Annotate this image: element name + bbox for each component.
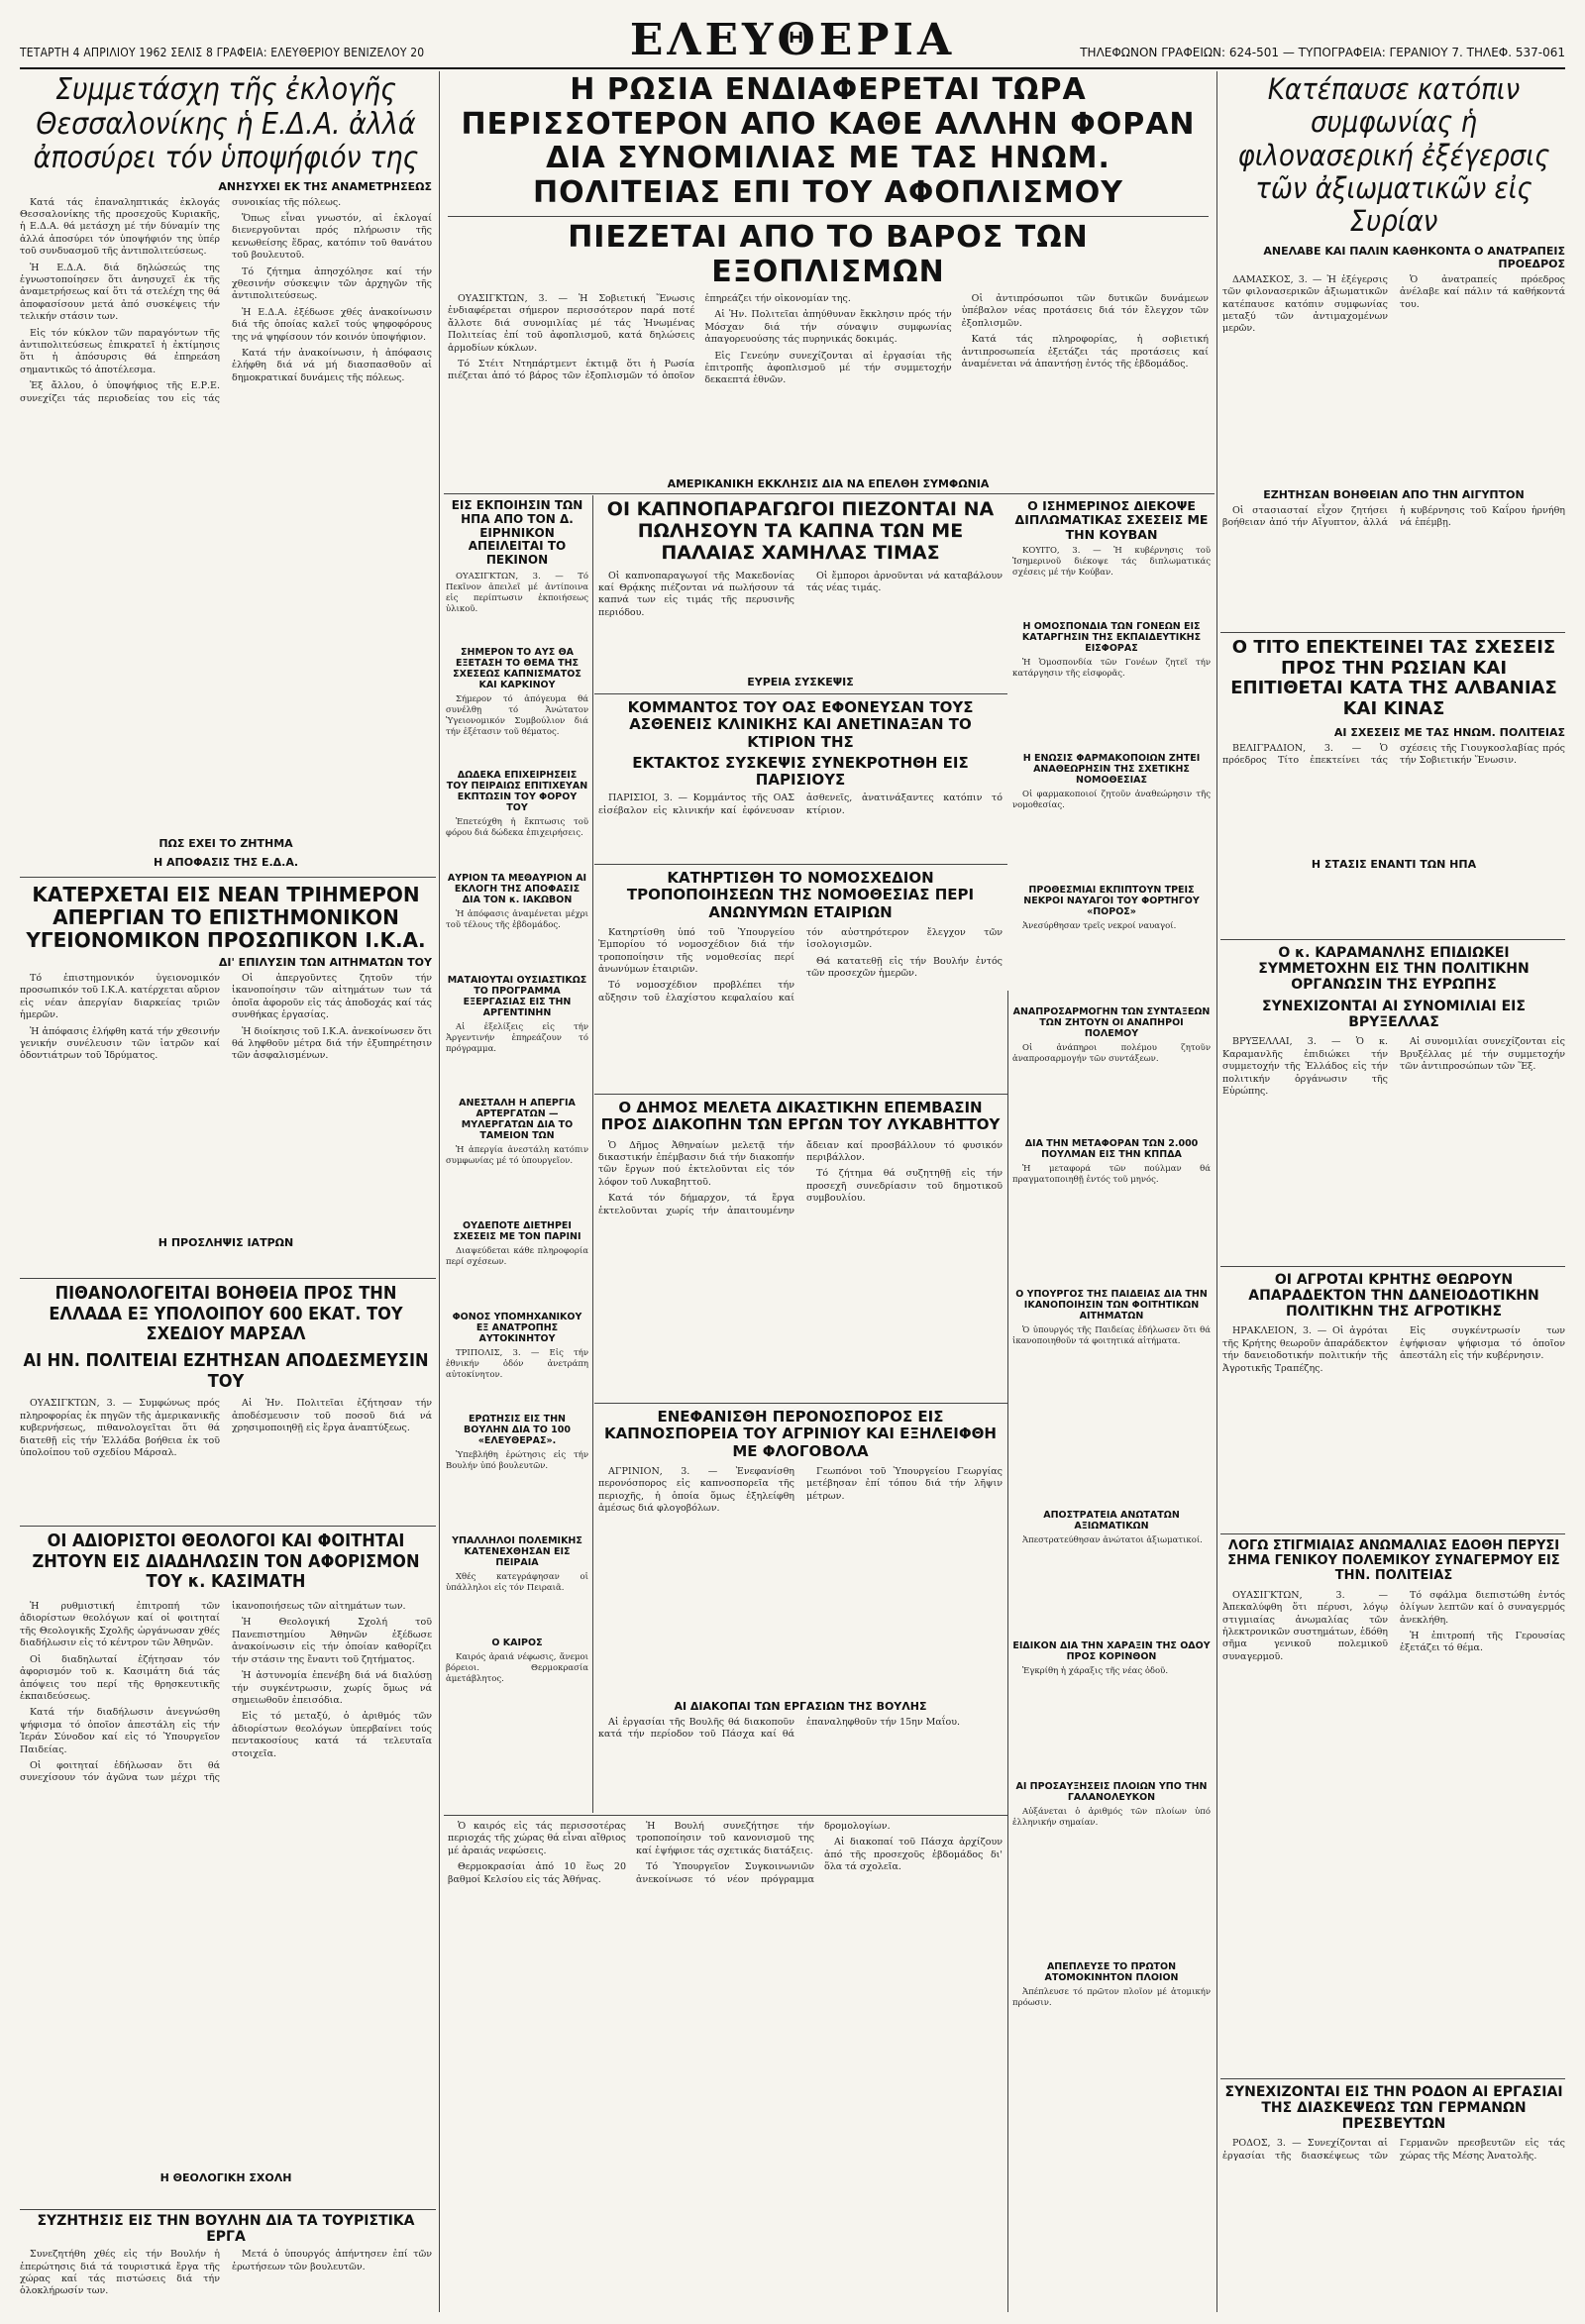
article-divider <box>1220 939 1565 940</box>
article-text: Ἡ ἀπεργία ἀνεστάλη κατόπιν συμφωνίας μέ τό ὑπουργεῖον. <box>446 1144 588 1166</box>
article-text: Κατά τάς ἐπαναληπτικάς ἐκλογάς Θεσσαλονίκης τῆς προσεχοῦς Κυριακῆς, ἡ Ε.Δ.Α. θά μετάσχη μέ τήν δύναμίν της ἀλλά ἀποσύρει τόν ὑποψήφιόν της ὑπέρ τοῦ συνδυασμοῦ τῆς ἀντιπολιτεύσεως. Ἡ Ε.Δ.Α. διά δηλώσεώς της ἐγνωστοποίησεν ὅτι ἀνησυχεῖ ἐκ τῆς ἀναμετρήσεως καί ὅτι τά στελέχη της θά ἀποφασίσουν μετά ἀπό συσκέψεις τήν τελικήν στάσιν των. Εἰς τόν κύκλον τῶν παραγόντων τῆς ἀντιπολιτεύσεως ἐπικρατεῖ ἡ ἐκτίμησις ὅτι ἡ ἀπόσυρσις θά ἐπηρεάση σημαντικῶς τό ἀποτέλεσμα. Ἐξ ἄλλου, ὁ ὑποψήφιος τῆς Ε.Ρ.Ε. συνεχίζει τάς περιοδείας του εἰς τάς συνοικίας τῆς πόλεως. Ὅπως εἶναι γνωστόν, αἱ ἐκλογαί διενεργοῦνται πρός πλήρωσιν τῆς κενωθείσης ἕδρας, κατόπιν τοῦ θανάτου τοῦ βουλευτοῦ. Τό ζήτημα ἀπησχόλησε καί τήν χθεσινήν σύσκεψιν τῶν ἀρχηγῶν τῆς ἀντιπολιτεύσεως. Ἡ Ε.Δ.Α. ἐξέδωσε χθές ἀνακοίνωσιν διά τῆς ὁποίας καλεῖ τούς ψηφοφόρους της νά ψηφίσουν τόν κοινόν ὑποψήφιον. Κατά τήν ἀνακοίνωσιν, ἡ ἀπόφασις ἐλήφθη διά νά μή διασπασθοῦν αἱ δημοκρατικαί δυνάμεις τῆς πόλεως. <box>20 196 432 404</box>
article-text: Ὁ Δῆμος Ἀθηναίων μελετᾷ τήν δικαστικήν ἐπέμβασιν διά τήν διακοπήν τῶν ἔργων πού ἐκτελοῦνται εἰς τόν λόφον τοῦ Λυκαβηττοῦ. Κατά τόν δήμαρχον, τά ἔργα ἐκτελοῦνται χωρίς τήν ἀπαιτουμένην ἄδειαν καί προσβάλλουν τό φυσικόν περιβάλλον. Τό ζήτημα θά συζητηθῇ εἰς τήν προσεχῆ συνεδρίασιν τοῦ δημοτικοῦ συμβουλίου. <box>598 1139 1003 1216</box>
article-clinic <box>598 699 1003 858</box>
article-text: Ἀνεσύρθησαν τρεῖς νεκροί ναυαγοί. <box>1022 921 1177 932</box>
headline-lycabettus: Ο ΔΗΜΟΣ ΜΕΛΕΤΑ ΔΙΚΑΣΤΙΚΗΝ ΕΠΕΜΒΑΣΙΝ ΠΡΟΣ ΔΙΑΚΟΠΗΝ ΤΩΝ ΕΡΓΩΝ ΤΟΥ ΛΥΚΑΒΗΤΤΟΥ <box>600 1100 1001 1134</box>
article-marshall <box>20 1284 432 1522</box>
headline-anomaly: ΛΟΓΩ ΣΤΙΓΜΙΑΙΑΣ ΑΝΩΜΑΛΙΑΣ ΕΔΟΘΗ ΠΕΡΥΣΙ ΣΗΜΑ ΓΕΝΙΚΟΥ ΠΟΛΕΜΙΚΟΥ ΣΥΝΑΓΕΡΜΟΥ ΕΙΣ ΤΗΝ. ΠΟΛΙΤΕΙΑΣ <box>1227 1539 1560 1583</box>
article-text: Ἡ ρυθμιστική ἐπιτροπή τῶν ἀδιορίστων θεολόγων καί οἱ φοιτηταί τῆς Θεολογικῆς Σχολῆς ὠργάνωσαν χθές διαδήλωσιν εἰς τό κέντρον τῶν Ἀθηνῶν. Οἱ διαδηλωταί ἐζήτησαν τόν ἀφορισμόν τοῦ κ. Κασιμάτη διά τάς ἀπόψεις του περί τῆς θρησκευτικῆς ἐκπαιδεύσεως. Κατά τήν διαδήλωσιν ἀνεγνώσθη ψήφισμα τό ὁποῖον ἀπεστάλη εἰς τήν Ἱεράν Σύνοδον καί εἰς τό Ὑπουργεῖον Παιδείας. Οἱ φοιτηταί ἐδήλωσαν ὅτι θά συνεχίσουν τόν ἀγῶνα των μέχρι τῆς ἱκανοποιήσεως τῶν αἰτημάτων των. Ἡ Θεολογική Σχολή τοῦ Πανεπιστημίου Ἀθηνῶν ἐξέδωσε ἀνακοίνωσιν εἰς τήν ὁποίαν καθορίζει τήν στάσιν της ἔναντι τοῦ ζητήματος. Ἡ ἀστυνομία ἐπενέβη διά νά διαλύσῃ τήν συγκέντρωσιν, χωρίς ὅμως νά σημειωθοῦν ἐπεισόδια. Εἰς τό μεταξύ, ὁ ἀριθμός τῶν ἀδιορίστων θεολόγων ὑπερβαίνει τούς πεντακοσίους κατά τά τελευταῖα στοιχεῖα. <box>20 1601 432 1784</box>
article-text: ΤΡΙΠΟΛΙΣ, 3. — Εἰς τήν ἐθνικήν ὁδόν ἀνετράπη αὐτοκίνητον. <box>446 1347 588 1380</box>
article-text: Αἱ ἐξελίξεις εἰς τήν Ἀργεντινήν ἐπηρεάζουν τό πρόγραμμα. <box>446 1021 588 1054</box>
article-text: Διαψεύδεται κάθε πληροφορία περί σχέσεων. <box>446 1245 588 1267</box>
article-text: Κατηρτίσθη ὑπό τοῦ Ὑπουργείου Ἐμπορίου τό νομοσχέδιον διά τήν τροποποίησιν τῆς νομοθεσίας περί ἀνωνύμων ἑταιριῶν. Τό νομοσχέδιον προβλέπει τήν αὔξησιν τοῦ ἐλαχίστου κεφαλαίου καί τόν αὐστηρότερον ἔλεγχον τῶν ἰσολογισμῶν. Θά κατατεθῇ εἰς τήν Βουλήν ἐντός τῶν προσεχῶν ἡμερῶν. <box>598 926 1003 1004</box>
subhead-syria: ΑΝΕΛΑΒΕ ΚΑΙ ΠΑΛΙΝ ΚΑΘΗΚΟΝΤΑ Ο ΑΝΑΤΡΑΠΕΙΣ ΠΡΟΕΔΡΟΣ <box>1263 244 1565 270</box>
article-russia-body <box>448 293 1209 491</box>
article-divider <box>444 1815 1007 1816</box>
article-text: Ἡ Ὁμοσπονδία τῶν Γονέων ζητεῖ τήν κατάργησιν τῆς εἰσφορᾶς. <box>1012 658 1211 680</box>
section-heading: ΑΠΕΠΛΕΥΣΕ ΤΟ ΠΡΩΤΟΝ ΑΤΟΜΟΚΙΝΗΤΟΝ ΠΛΟΙΟΝ <box>1044 1961 1179 1984</box>
headline-russia: Η ΡΩΣΙΑ ΕΝΔΙΑΦΕΡΕΤΑΙ ΤΩΡΑ ΠΕΡΙΣΣΟΤΕΡΟΝ ΑΠΟ ΚΑΘΕ ΑΛΛΗΝ ΦΟΡΑΝ ΔΙΑ ΣΥΝΟΜΙΛΙΑΣ ΜΕ ΤΑΣ ΗΝΩΜ. ΠΟΛΙΤΕΙΑΣ ΕΠΙ ΤΟΥ ΑΦΟΠΛΙΣΜΟΥ <box>461 73 1196 210</box>
headline-clinic: ΚΟΜΜΑΝΤΟΣ ΤΟΥ ΟΑΣ ΕΦΟΝΕΥΣΑΝ ΤΟΥΣ ΑΣΘΕΝΕΙΣ ΚΛΙΝΙΚΗΣ ΚΑΙ ΑΝΕΤΙΝΑΞΑΝ ΤΟ ΚΤΙΡΙΟΝ ΤΗΣ <box>627 699 974 751</box>
section-heading: ΟΥΔΕΠΟΤΕ ΔΙΕΤΗΡΕΙ ΣΧΕΣΕΙΣ ΜΕ ΤΟΝ ΠΑΡΙΝΙ <box>453 1219 581 1242</box>
section-heading: ΑΜΕΡΙΚΑΝΙΚΗ ΕΚΚΛΗΣΙΣ ΔΙΑ ΝΑ ΕΠΕΛΘΗ ΣΥΜΦΩΝΙΑ <box>667 477 990 490</box>
article-russia-header <box>448 73 1209 291</box>
section-heading: Η ΘΕΟΛΟΓΙΚΗ ΣΧΟΛΗ <box>159 2171 292 2185</box>
headline-tito: Ο ΤΙΤΟ ΕΠΕΚΤΕΙΝΕΙ ΤΑΣ ΣΧΕΣΕΙΣ ΠΡΟΣ ΤΗΝ ΡΩΣΙΑΝ ΚΑΙ ΕΠΙΤΙΘΕΤΑΙ ΚΑΤΑ ΤΗΣ ΑΛΒΑΝΙΑΣ ΚΑΙ ΚΙΝΑΣ <box>1230 638 1557 720</box>
section-heading: Η ΑΠΟΦΑΣΙΣ ΤΗΣ Ε.Δ.Α. <box>153 855 299 869</box>
section-heading: ΔΙΑ ΤΗΝ ΜΕΤΑΦΟΡΑΝ ΤΩΝ 2.000 ΠΟΥΛΜΑΝ ΕΙΣ ΤΗΝ ΚΠΠΔΑ <box>1024 1138 1199 1161</box>
article-text: Τό ἐπιστημονικόν ὑγειονομικόν προσωπικόν τοῦ Ι.Κ.Α. κατέρχεται αὔριον εἰς νέαν ἀπεργίαν διαρκείας τριῶν ἡμερῶν. Ἡ ἀπόφασις ἐλήφθη κατά τήν χθεσινήν γενικήν συνέλευσιν τῶν ἰατρῶν καί ὀδοντιάτρων τοῦ Ἱδρύματος. Οἱ ἀπεργοῦντες ζητοῦν τήν ἱκανοποίησιν τῶν αἰτημάτων των τά ὁποῖα ἀφοροῦν εἰς τάς ἀποδοχάς καί τάς συνθήκας ἐργασίας. Ἡ διοίκησις τοῦ Ι.Κ.Α. ἀνεκοίνωσεν ὅτι θά ληφθοῦν μέτρα διά τήν ἐξυπηρέτησιν τῶν ἀσφαλισμένων. <box>20 973 432 1062</box>
article-tito <box>1222 638 1565 935</box>
newspaper-title: ΕΛΕΥΘΕΡΙΑ <box>629 15 956 65</box>
headline-syria: Κατέπαυσε κατόπιν συμφωνίας ἡ φιλονασερική ἐξέγερσις τῶν ἀξιωματικῶν εἰς Συρίαν <box>1237 73 1550 239</box>
article-text: ΟΥΑΣΙΓΚΤΩΝ, 3. — Ἡ Σοβιετική Ἕνωσις ἐνδιαφέρεται σήμερον περισσότερον παρά ποτέ ἄλλοτε διά συνομιλίας μέ τάς Ἡνωμένας Πολιτείας ἐπί τοῦ ἀφοπλισμοῦ, κατά δηλώσεις ἁρμοδίων κύκλων. Τό Στέιτ Ντηπάρτμεντ ἐκτιμᾷ ὅτι ἡ Ρωσία πιέζεται ἀπό τό βάρος τῶν ἐξοπλισμῶν τό ὁποῖον ἐπηρεάζει τήν οἰκονομίαν της. Αἱ Ἡν. Πολιτεῖαι ἀπηύθυναν ἔκκλησιν πρός τήν Μόσχαν διά τήν σύναψιν συμφωνίας ἀπαγορευούσης τάς πυρηνικάς δοκιμάς. Εἰς Γενεύην συνεχίζονται αἱ ἐργασίαι τῆς ἐπιτροπῆς ἀφοπλισμοῦ μέ τήν συμμετοχήν δεκαεπτά ἐθνῶν. Οἱ ἀντιπρόσωποι τῶν δυτικῶν δυνάμεων ὑπέβαλον νέας προτάσεις διά τόν ἔλεγχον τῶν ἐξοπλισμῶν. Κατά τάς πληροφορίας, ἡ σοβιετική ἀντιπροσωπεία ἐξετάζει τάς προτάσεις καί ἀναμένεται νά ἀπαντήσῃ ἐντός τῆς ἑβδομάδος. <box>448 293 1209 386</box>
article-divider <box>594 1403 1007 1404</box>
article-rhodes <box>1222 2084 1565 2312</box>
section-heading: ΕΙΔΙΚΟΝ ΔΙΑ ΤΗΝ ΧΑΡΑΞΙΝ ΤΗΣ ΟΔΟΥ ΠΡΟΣ ΚΟΡΙΝΘΟΝ <box>1012 1640 1211 1663</box>
headline-agrinio: ΕΝΕΦΑΝΙΣΘΗ ΠΕΡΟΝΟΣΠΟΡΟΣ ΕΙΣ ΚΑΠΝΟΣΠΟΡΕΙΑ ΤΟΥ ΑΓΡΙΝΙΟΥ ΚΑΙ ΕΞΗΛΕΙΦΘΗ ΜΕ ΦΛΟΓΟΒΟΛΑ <box>604 1409 997 1460</box>
column-divider <box>1007 991 1008 2312</box>
article-text: Σήμερον τό ἀπόγευμα θά συνέλθῃ τό Ἀνώτατον Ὑγειονομικόν Συμβούλιον διά τήν ἐξέτασιν τοῦ θέματος. <box>446 693 588 737</box>
article-divider <box>1220 632 1565 633</box>
article-text: ΠΑΡΙΣΙΟΙ, 3. — Κομμάντος τῆς ΟΑΣ εἰσέβαλον εἰς κλινικήν καί ἐφόνευσαν ἀσθενεῖς, ἀνατινάξαντες κατόπιν τό κτίριον. <box>598 792 1003 816</box>
headline-thessaloniki: Συμμετάσχη τῆς ἐκλογῆς Θεσσαλονίκης ἡ Ε.Δ.Α. ἀλλά ἀποσύρει τόν ὑποψήφιόν της <box>33 73 419 175</box>
article-divider <box>1220 1266 1565 1267</box>
section-heading: Η ΠΡΟΣΛΗΨΙΣ ΙΑΤΡΩΝ <box>158 1236 294 1249</box>
article-text: Οἱ ἀνάπηροι πολέμου ζητοῦν ἀναπροσαρμογήν τῶν συντάξεων. <box>1012 1043 1211 1065</box>
article-text: Ἀπέπλευσε τό πρῶτον πλοῖον μέ ἀτομικήν πρόωσιν. <box>1012 1987 1211 2009</box>
headline-strike: ΚΑΤΕΡΧΕΤΑΙ ΕΙΣ ΝΕΑΝ ΤΡΙΗΜΕΡΟΝ ΑΠΕΡΓΙΑΝ ΤΟ ΕΠΙΣΤΗΜΟΝΙΚΟΝ ΥΓΕΙΟΝΟΜΙΚΟΝ ΠΡΟΣΩΠΙΚΟΝ Ι.Κ.Α. <box>26 884 426 952</box>
article-syria <box>1222 73 1565 628</box>
headline-tobacco: ΟΙ ΚΑΠΝΟΠΑΡΑΓΩΓΟΙ ΠΙΕΖΟΝΤΑΙ ΝΑ ΠΩΛΗΣΟΥΝ ΤΑ ΚΑΠΝΑ ΤΩΝ ΜΕ ΠΑΛΑΙΑΣ ΧΑΜΗΛΑΣ ΤΙΜΑΣ <box>606 499 995 564</box>
masthead-rule <box>20 67 1565 69</box>
section-heading: ΑΝΕΣΤΑΛΗ Η ΑΠΕΡΓΙΑ ΑΡΤΕΡΓΑΤΩΝ — ΜΥΛΕΡΓΑΤΩΝ ΔΙΑ ΤΟ ΤΑΜΕΙΟΝ ΤΩΝ <box>459 1097 576 1141</box>
article-divider <box>594 864 1007 865</box>
article-text: Ἡ μεταφορά τῶν πούλμαν θά πραγματοποιηθῇ ἐντός τοῦ μηνός. <box>1012 1164 1211 1186</box>
article-text: ΟΥΑΣΙΓΚΤΩΝ, 3. — Ἀπεκαλύφθη ὅτι πέρυσι, λόγῳ στιγμιαίας ἀνωμαλίας τῶν ἠλεκτρονικῶν συστημάτων, ἐδόθη σῆμα γενικοῦ πολεμικοῦ συναγερμοῦ. Τό σφάλμα διεπιστώθη ἐντός ὀλίγων λεπτῶν καί ὁ συναγερμός ἀνεκλήθη. Ἡ ἐπιτροπή τῆς Γερουσίας ἐξετάζει τό θέμα. <box>1222 1589 1565 1662</box>
headline-cuba: Ο ΙΣΗΜΕΡΙΝΟΣ ΔΙΕΚΟΨΕ ΔΙΠΛΩΜΑΤΙΚΑΣ ΣΧΕΣΕΙΣ ΜΕ ΤΗΝ ΚΟΥΒΑΝ <box>1014 499 1209 542</box>
headline-anonymous: ΚΑΤΗΡΤΙΣΘΗ ΤΟ ΝΟΜΟΣΧΕΔΙΟΝ ΤΡΟΠΟΠΟΙΗΣΕΩΝ ΤΗΣ ΝΟΜΟΘΕΣΙΑΣ ΠΕΡΙ ΑΝΩΝΥΜΩΝ ΕΤΑΙΡΙΩΝ <box>626 870 975 921</box>
article-agrinio <box>598 1409 1003 1815</box>
headline-karamanlis: Ο κ. ΚΑΡΑΜΑΝΛΗΣ ΕΠΙΔΙΩΚΕΙ ΣΥΜΜΕΤΟΧΗΝ ΕΙΣ ΤΗΝ ΠΟΛΙΤΙΚΗΝ ΟΡΓΑΝΩΣΙΝ ΤΗΣ ΕΥΡΩΠΗΣ <box>1258 945 1530 994</box>
section-heading: ΔΩΔΕΚΑ ΕΠΙΧΕΙΡΗΣΕΙΣ ΤΟΥ ΠΕΙΡΑΙΩΣ ΕΠΙΤΙΧΕΥΑΝ ΕΚΠΤΩΣΙΝ ΤΟΥ ΦΟΡΟΥ ΤΟΥ <box>446 769 588 813</box>
article-text: Ἐγκρίθη ἡ χάραξις τῆς νέας ὁδοῦ. <box>1022 1666 1169 1677</box>
section-heading: Ο ΚΑΙΡΟΣ <box>491 1637 543 1648</box>
article-text: ΡΟΔΟΣ, 3. — Συνεχίζονται αἱ ἐργασίαι τῆς διασκέψεως τῶν Γερμανῶν πρεσβευτῶν εἰς τάς χώρας τῆς Μέσης Ἀνατολῆς. <box>1222 2138 1565 2162</box>
article-anonymous <box>598 870 1003 1088</box>
headline-theologians: ΟΙ ΑΔΙΟΡΙΣΤΟΙ ΘΕΟΛΟΓΟΙ ΚΑΙ ΦΟΙΤΗΤΑΙ ΖΗΤΟΥΝ ΕΙΣ ΔΙΑΔΗΛΩΣΙΝ ΤΟΝ ΑΦΟΡΙΣΜΟΝ ΤΟΥ κ. ΚΑΣΙΜΑΤΗ <box>32 1532 420 1593</box>
headline-marshall: ΠΙΘΑΝΟΛΟΓΕΙΤΑΙ ΒΟΗΘΕΙΑ ΠΡΟΣ ΤΗΝ ΕΛΛΑΔΑ ΕΞ ΥΠΟΛΟΙΠΟΥ 600 ΕΚΑΤ. ΤΟΥ ΣΧΕΔΙΟΥ ΜΑΡΣΑΛ <box>49 1284 403 1345</box>
article-text: Καιρός ἀραιά νέφωσις, ἄνεμοι βόρειοι. Θερμοκρασία ἀμετάβλητος. <box>446 1651 588 1684</box>
article-text: ΒΡΥΞΕΛΛΑΙ, 3. — Ὁ κ. Καραμανλῆς ἐπιδιώκει τήν συμμετοχήν τῆς Ἑλλάδος εἰς τήν πολιτικήν ὀργάνωσιν τῆς Εὐρώπης. Αἱ συνομιλίαι συνεχίζονται εἰς Βρυξέλλας μέ τήν συμμετοχήν τῶν ἀντιπροσώπων τῶν Ἕξ. <box>1222 1036 1565 1098</box>
article-divider <box>20 877 436 878</box>
section-heading: ΑΠΟΣΤΡΑΤΕΙΑ ΑΝΩΤΑΤΩΝ ΑΞΙΩΜΑΤΙΚΩΝ <box>1043 1510 1180 1532</box>
article-divider <box>594 1094 1007 1095</box>
section-heading: Η ΕΝΩΣΙΣ ΦΑΡΜΑΚΟΠΟΙΩΝ ΖΗΤΕΙ ΑΝΑΘΕΩΡΗΣΙΝ ΤΗΣ ΣΧΕΤΙΚΗΣ ΝΟΜΟΘΕΣΙΑΣ <box>1022 753 1201 787</box>
section-heading: ΕΖΗΤΗΣΑΝ ΒΟΗΘΕΙΑΝ ΑΠΟ ΤΗΝ ΑΙΓΥΠΤΟΝ <box>1263 487 1525 501</box>
section-heading: ΑΝΑΠΡΟΣΑΡΜΟΓΗΝ ΤΩΝ ΣΥΝΤΑΞΕΩΝ ΤΩΝ ΖΗΤΟΥΝ ΟΙ ΑΝΑΠΗΡΟΙ ΠΟΛΕΜΟΥ <box>1012 1006 1211 1040</box>
section-heading: ΑΙ ΠΡΟΣΑΥΞΗΣΕΙΣ ΠΛΟΙΩΝ ΥΠΟ ΤΗΝ ΓΑΛΑΝΟΛΕΥΚΟΝ <box>1015 1781 1208 1804</box>
article-divider <box>20 1278 436 1279</box>
article-divider <box>1220 2078 1565 2079</box>
subhead-thessaloniki: ΑΝΗΣΥΧΕΙ ΕΚ ΤΗΣ ΑΝΑΜΕΤΡΗΣΕΩΣ <box>218 179 432 193</box>
article-divider <box>444 493 1215 494</box>
article-text: Ἀπεστρατεύθησαν ἀνώτατοι ἀξιωματικοί. <box>1022 1535 1203 1546</box>
article-text: Αὐξάνεται ὁ ἀριθμός τῶν πλοίων ὑπό ἑλληνικήν σημαίαν. <box>1012 1807 1211 1829</box>
section-heading: ΥΠΑΛΛΗΛΟΙ ΠΟΛΕΜΙΚΗΣ ΚΑΤΕΝΕΧΘΗΣΑΝ ΕΙΣ ΠΕΙΡΑΙΑ <box>452 1534 582 1568</box>
section-heading: ΦΟΝΟΣ ΥΠΟΜΗΧΑΝΙΚΟΥ ΕΞ ΑΝΑΤΡΟΠΗΣ ΑΥΤΟΚΙΝΗΤΟΥ <box>452 1311 582 1344</box>
section-heading: Ο ΥΠΟΥΡΓΟΣ ΤΗΣ ΠΑΙΔΕΙΑΣ ΔΙΑ ΤΗΝ ΙΚΑΝΟΠΟΙΗΣΙΝ ΤΩΝ ΦΟΙΤΗΤΙΚΩΝ ΑΙΤΗΜΑΤΩΝ <box>1015 1289 1208 1322</box>
article-text: ΟΥΑΣΙΓΚΤΩΝ, 3. — Τό Πεκῖνον ἀπειλεῖ μέ ἀντίποινα εἰς περίπτωσιν ἐκποιήσεως ὑλικοῦ. <box>446 571 588 614</box>
article-text: ΚΟΥΙΤΟ, 3. — Ἡ κυβέρνησις τοῦ Ἰσημερινοῦ διέκοψε τάς διπλωματικάς σχέσεις μέ τήν Κούβαν. <box>1012 546 1211 579</box>
article-strike <box>20 884 432 1280</box>
article-text: Ἡ ἀπόφασις ἀναμένεται μέχρι τοῦ τέλους τῆς ἑβδομάδος. <box>446 908 588 930</box>
article-text: Αἱ ἐργασίαι τῆς Βουλῆς θά διακοποῦν κατά τήν περίοδον τοῦ Πάσχα καί θά ἐπαναληφθοῦν τήν 15ην Μαΐου. <box>598 1716 961 1741</box>
subhead-strike: ΔΙ' ΕΠΙΛΥΣΙΝ ΤΩΝ ΑΙΤΗΜΑΤΩΝ ΤΟΥ <box>218 956 432 969</box>
subhead-tito: ΑΙ ΣΧΕΣΕΙΣ ΜΕ ΤΑΣ ΗΝΩΜ. ΠΟΛΙΤΕΙΑΣ <box>1333 725 1565 739</box>
article-karamanlis <box>1222 945 1565 1262</box>
section-heading: Η ΣΤΑΣΙΣ ΕΝΑΝΤΙ ΤΩΝ ΗΠΑ <box>1311 857 1477 871</box>
article-tobacco <box>598 499 1003 687</box>
article-text: Οἱ στασιασταί εἶχον ζητήσει βοήθειαν ἀπό τήν Αἴγυπτον, ἀλλά ἡ κυβέρνησις τοῦ Καΐρου ἠρνήθη νά ἐπέμβῃ. <box>1222 504 1565 529</box>
headline2-clinic: ΕΚΤΑΚΤΟΣ ΣΥΣΚΕΨΙΣ ΣΥΝΕΚΡΟΤΗΘΗ ΕΙΣ ΠΑΡΙΣΙΟΥΣ <box>632 753 969 789</box>
masthead <box>20 15 1565 67</box>
section-heading: ΑΙ ΔΙΑΚΟΠΑΙ ΤΩΝ ΕΡΓΑΣΙΩΝ ΤΗΣ ΒΟΥΛΗΣ <box>674 1699 927 1713</box>
article-theologians <box>20 1532 432 2205</box>
article-text: ΗΡΑΚΛΕΙΟΝ, 3. — Οἱ ἀγρόται τῆς Κρήτης θεωροῦν ἀπαράδεκτον τήν δανειοδοτικήν πολιτικήν τῆς Ἀγροτικῆς Τραπέζης. Εἰς συγκέντρωσίν των ἐψήφισαν ψήφισμα τό ὁποῖον ἀπεστάλη εἰς τήν κυβέρνησιν. <box>1222 1325 1565 1374</box>
article-continuation <box>448 1821 1003 2306</box>
article-text: Ὑπεβλήθη ἐρώτησις εἰς τήν Βουλήν ὑπό βουλευτῶν. <box>446 1449 588 1471</box>
article-text: ΒΕΛΙΓΡΑΔΙΟΝ, 3. — Ὁ πρόεδρος Τίτο ἐπεκτείνει τάς σχέσεις τῆς Γιουγκοσλαβίας πρός τήν Σοβιετικήν Ἕνωσιν. <box>1222 742 1565 767</box>
column-divider <box>439 71 440 2312</box>
headline2-marshall: ΑΙ ΗΝ. ΠΟΛΙΤΕΙΑΙ ΕΖΗΤΗΣΑΝ ΑΠΟΔΕΣΜΕΥΣΙΝ ΤΟΥ <box>23 1350 429 1392</box>
masthead-date-line: ΤΕΤΑΡΤΗ 4 ΑΠΡΙΛΙΟΥ 1962 ΣΕΛΙΣ 8 ΓΡΑΦΕΙΑ: ΕΛΕΥΘΕΡΙΟΥ ΒΕΝΙΖΕΛΟΥ 20 <box>20 46 425 59</box>
headline-rhodes: ΣΥΝΕΧΙΖΟΝΤΑΙ ΕΙΣ ΤΗΝ ΡΟΔΟΝ ΑΙ ΕΡΓΑΣΙΑΙ ΤΗΣ ΔΙΑΣΚΕΨΕΩΣ ΤΩΝ ΓΕΡΜΑΝΩΝ ΠΡΕΣΒΕΥΤΩΝ <box>1224 2084 1563 2133</box>
article-peking-column <box>446 499 588 1812</box>
section-heading: ΠΡΟΘΕΣΜΙΑΙ ΕΚΠΙΠΤΟΥΝ ΤΡΕΙΣ ΝΕΚΡΟΙ ΝΑΥΑΓΟΙ ΤΟΥ ΦΟΡΤΗΓΟΥ «ΠΟΡΟΣ» <box>1023 885 1200 918</box>
article-crete <box>1222 1272 1565 1530</box>
section-heading: ΜΑΤΑΙΟΥΤΑΙ ΟΥΣΙΑΣΤΙΚΩΣ ΤΟ ΠΡΟΓΡΑΜΜΑ ΕΞΕΡΓΑΣΙΑΣ ΕΙΣ ΤΗΝ ΑΡΓΕΝΤΙΝΗΝ <box>447 974 587 1018</box>
column-divider <box>1216 71 1217 2312</box>
section-heading: ΣΗΜΕΡΟΝ ΤΟ ΑΥΣ ΘΑ ΕΞΕΤΑΣΗ ΤΟ ΘΕΜΑ ΤΗΣ ΣΧΕΣΕΩΣ ΚΑΠΝΙΣΜΑΤΟΣ ΚΑΙ ΚΑΡΚΙΝΟΥ <box>453 646 581 690</box>
article-tourism <box>20 2213 432 2312</box>
article-divider <box>20 1526 436 1527</box>
article-anomaly <box>1222 1539 1565 2074</box>
article-cuba-column <box>1012 499 1211 2312</box>
headline-crete: ΟΙ ΑΓΡΟΤΑΙ ΚΡΗΤΗΣ ΘΕΩΡΟΥΝ ΑΠΑΡΑΔΕΚΤΟΝ ΤΗΝ ΔΑΝΕΙΟΔΟΤΙΚΗΝ ΠΟΛΙΤΙΚΗΝ ΤΗΣ ΑΓΡΟΤΙΚΗΣ <box>1248 1272 1539 1320</box>
article-thessaloniki <box>20 73 432 876</box>
headline-peking: ΕΙΣ ΕΚΠΟΙΗΣΙΝ ΤΩΝ ΗΠΑ ΑΠΟ ΤΟΝ Δ. ΕΙΡΗΝΙΚΟΝ ΑΠΕΙΛΕΙΤΑΙ ΤΟ ΠΕΚΙΝΟΝ <box>451 499 583 568</box>
article-text: Χθές κατεγράφησαν οἱ ὑπάλληλοι εἰς τόν Πειραιᾶ. <box>446 1571 588 1593</box>
article-text: ΟΥΑΣΙΓΚΤΩΝ, 3. — Συμφώνως πρός πληροφορίας ἐκ πηγῶν τῆς ἀμερικανικῆς κυβερνήσεως, πιθανολογεῖται ὅτι θά διατεθῇ εἰς τήν Ἑλλάδα βοήθεια ἐκ τοῦ ὑπολοίπου τοῦ σχεδίου Μάρσαλ. Αἱ Ἡν. Πολιτεῖαι ἐζήτησαν τήν ἀποδέσμευσιν τοῦ ποσοῦ διά νά χρησιμοποιηθῇ εἰς ἔργα ἀναπτύξεως. <box>20 1398 432 1459</box>
article-text: Ἐπετεύχθη ἡ ἔκπτωσις τοῦ φόρου διά δώδεκα ἐπιχειρήσεις. <box>446 816 588 838</box>
section-heading: ΑΥΡΙΟΝ ΤΑ ΜΕΘΑΥΡΙΟΝ ΑΙ ΕΚΛΟΓΗ ΤΗΣ ΑΠΟΦΑΣΙΣ ΔΙΑ ΤΟΝ κ. ΙΑΚΩΒΟΝ <box>447 872 587 905</box>
section-heading: ΠΩΣ ΕΧΕΙ ΤΟ ΖΗΤΗΜΑ <box>158 836 293 850</box>
article-divider <box>1220 1533 1565 1534</box>
article-text: Ὁ καιρός εἰς τάς περισσοτέρας περιοχάς τῆς χώρας θά εἶναι αἴθριος μέ ἀραιάς νεφώσεις. Θερμοκρασίαι ἀπό 10 ἕως 20 βαθμοί Κελσίου εἰς τάς Ἀθήνας. Ἡ Βουλή συνεζήτησε τήν τροποποίησιν τοῦ κανονισμοῦ της καί ἐψήφισε τάς σχετικάς διατάξεις. Τό Ὑπουργεῖον Συγκοινωνιῶν ἀνεκοίνωσε τό νέον πρόγραμμα δρομολογίων. Αἱ διακοπαί τοῦ Πάσχα ἀρχίζουν ἀπό τῆς προσεχοῦς ἑβδομάδος δι' ὅλα τά σχολεῖα. <box>448 1821 1003 1885</box>
article-divider <box>594 693 1007 694</box>
headline2-karamanlis: ΣΥΝΕΧΙΖΟΝΤΑΙ ΑΙ ΣΥΝΟΜΙΛΙΑΙ ΕΙΣ ΒΡΥΞΕΛΛΑΣ <box>1262 999 1526 1031</box>
article-text: Συνεζητήθη χθές εἰς τήν Βουλήν ἡ ἐπερώτησις διά τά τουριστικά ἔργα τῆς χώρας καί τάς πιστώσεις διά τήν ὁλοκλήρωσίν των. Μετά ὁ ὑπουργός ἀπήντησεν ἐπί τῶν ἐρωτήσεων τῶν βουλευτῶν. <box>20 2249 432 2297</box>
article-text: ΑΓΡΙΝΙΟΝ, 3. — Ἐνεφανίσθη περονόσπορος εἰς καπνοσπορεῖα τῆς περιοχῆς, ἡ ὁποία ὅμως ἐξηλείφθη ἀμέσως διά φλογοβόλων. Γεωπόνοι τοῦ Ὑπουργείου Γεωργίας μετέβησαν ἐπί τόπου διά τήν λῆψιν μέτρων. <box>598 1465 1003 1514</box>
article-text: Ὁ ὑπουργός τῆς Παιδείας ἐδήλωσεν ὅτι θά ἱκανοποιηθοῦν τά φοιτητικά αἰτήματα. <box>1012 1325 1211 1347</box>
article-text: Οἱ καπνοπαραγωγοί τῆς Μακεδονίας καί Θρᾴκης πιέζονται νά πωλήσουν τά καπνά των εἰς τιμάς τῆς περυσινῆς περιόδου. Οἱ ἔμποροι ἀρνοῦνται νά καταβάλουν τάς νέας τιμάς. <box>598 570 1003 618</box>
section-heading: ΕΡΩΤΗΣΙΣ ΕΙΣ ΤΗΝ ΒΟΥΛΗΝ ΔΙΑ ΤΟ 100 «ΕΛΕΥΘΕΡΑΣ». <box>464 1413 571 1446</box>
article-divider <box>20 2209 436 2210</box>
section-heading: Η ΟΜΟΣΠΟΝΔΙΑ ΤΩΝ ΓΟΝΕΩΝ ΕΙΣ ΚΑΤΑΡΓΗΣΙΝ ΤΗΣ ΕΚΠΑΙΔΕΥΤΙΚΗΣ ΕΙΣΦΟΡΑΣ <box>1021 621 1202 655</box>
article-text: Οἱ φαρμακοποιοί ζητοῦν ἀναθεώρησιν τῆς νομοθεσίας. <box>1012 790 1211 811</box>
section-heading: ΕΥΡΕΙΑ ΣΥΣΚΕΨΙΣ <box>747 675 854 687</box>
headline-tourism: ΣΥΖΗΤΗΣΙΣ ΕΙΣ ΤΗΝ ΒΟΥΛΗΝ ΔΙΑ ΤΑ ΤΟΥΡΙΣΤΙΚΑ ΕΡΓΑ <box>37 2213 415 2246</box>
article-lycabettus <box>598 1100 1003 1397</box>
headline2-russia: ΠΙΕΖΕΤΑΙ ΑΠΟ ΤΟ ΒΑΡΟΣ ΤΩΝ ΕΞΟΠΛΙΣΜΩΝ <box>448 216 1209 289</box>
masthead-contact-line: ΤΗΛΕΦΩΝΟΝ ΓΡΑΦΕΙΩΝ: 624-501 — ΤΥΠΟΓΡΑΦΕΙΑ: ΓΕΡΑΝΙΟΥ 7. ΤΗΛΕΦ. 537-061 <box>1080 46 1565 59</box>
column-divider <box>592 495 593 1813</box>
article-text: ΔΑΜΑΣΚΟΣ, 3. — Ἡ ἐξέγερσις τῶν φιλονασερικῶν ἀξιωματικῶν κατέπαυσε κατόπιν συμφωνίας μεταξύ τῶν ἀντιμαχομένων μερῶν. Ὁ ἀνατραπείς πρόεδρος ἀνέλαβε καί πάλιν τά καθήκοντά του. <box>1222 273 1565 335</box>
